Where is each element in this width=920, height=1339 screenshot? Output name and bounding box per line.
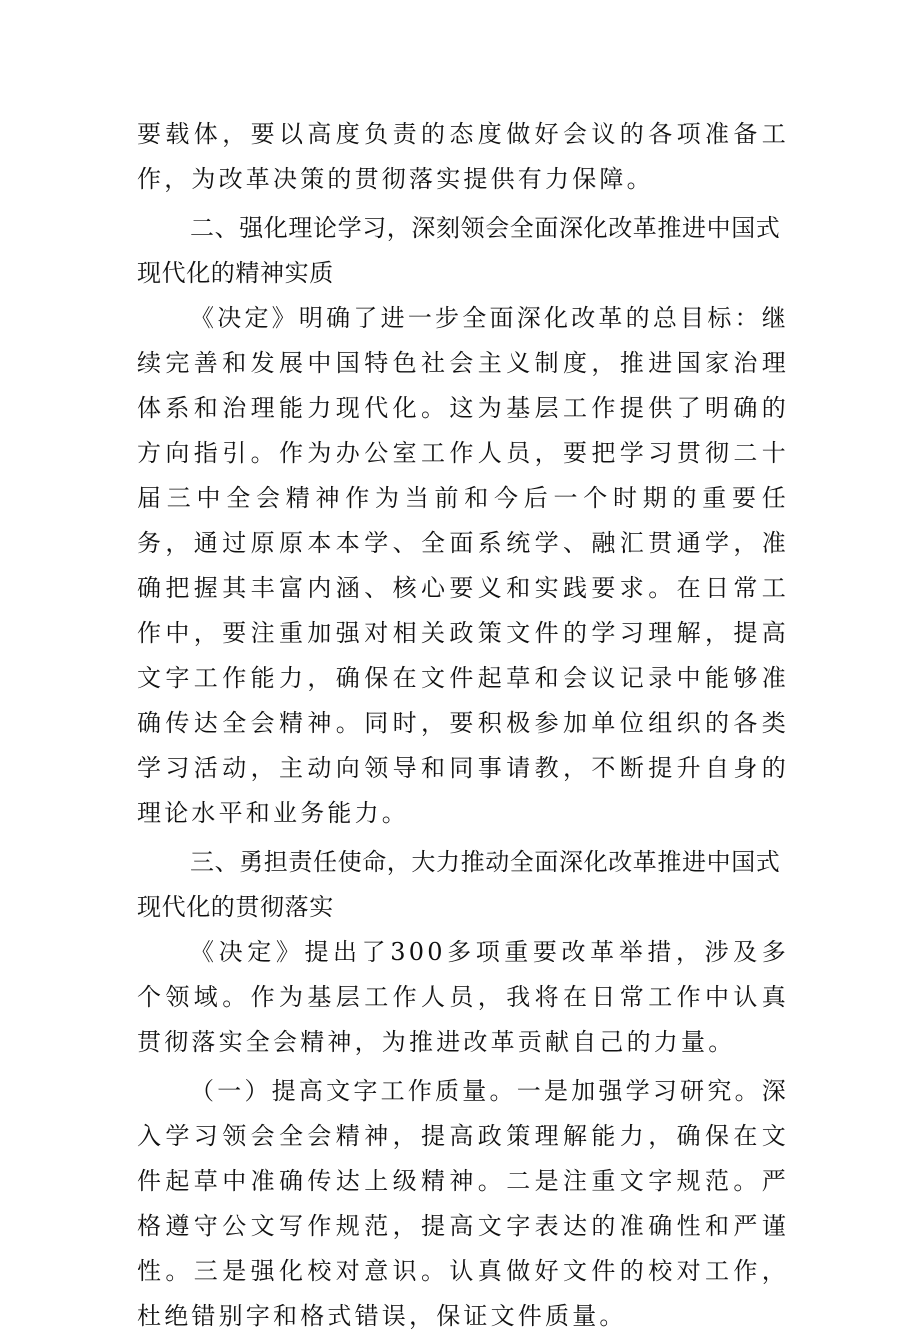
paragraph-continued: 要载体，要以高度负责的态度做好会议的各项准备工作，为改革决策的贯彻落实提供有力保障。 (137, 120, 789, 193)
section-heading-3: 三、勇担责任使命，大力推动全面深化改革推进中国式现代化的贯彻落实 (137, 848, 781, 921)
document-body (137, 112, 789, 1339)
paragraph-section-2: 《决定》明确了进一步全面深化改革的总目标：继续完善和发展中国特色社会主义制度，推进国家治理体系和治理能力现代化。这为基层工作提供了明确的方向指引。作为办公室工作人员，要把学习贯彻二十届三中全会精神作为当前和今后一个时期的重要任务，通过原原本本学、全面系统学、融汇贯通学，准确把握其丰富内涵、核心要义和实践要求。在日常工作中，要注重加强对相关政策文件的学习理解，提高文字工作能力，确保在文件起草和会议记录中能够准确传达全会精神。同时，要积极参加单位组织的各类学习活动，主动向领导和同事请教，不断提升自身的理论水平和业务能力。 (137, 304, 789, 827)
paragraph-subsection-1: （一）提高文字工作质量。一是加强学习研究。深入学习领会全会精神，提高政策理解能力，确保在文件起草中准确传达上级精神。二是注重文字规范。严格遵守公文写作规范，提高文字表达的准确性和严谨性。三是强化校对意识。认真做好文件的校对工作，杜绝错别字和格式错误，保证文件质量。 (137, 1077, 789, 1330)
paragraph-section-3: 《决定》提出了300多项重要改革举措，涉及多个领域。作为基层工作人员，我将在日常工作中认真贯彻落实全会精神，为推进改革贡献自己的力量。 (137, 938, 789, 1056)
section-heading-2: 二、强化理论学习，深刻领会全面深化改革推进中国式现代化的精神实质 (137, 214, 781, 287)
